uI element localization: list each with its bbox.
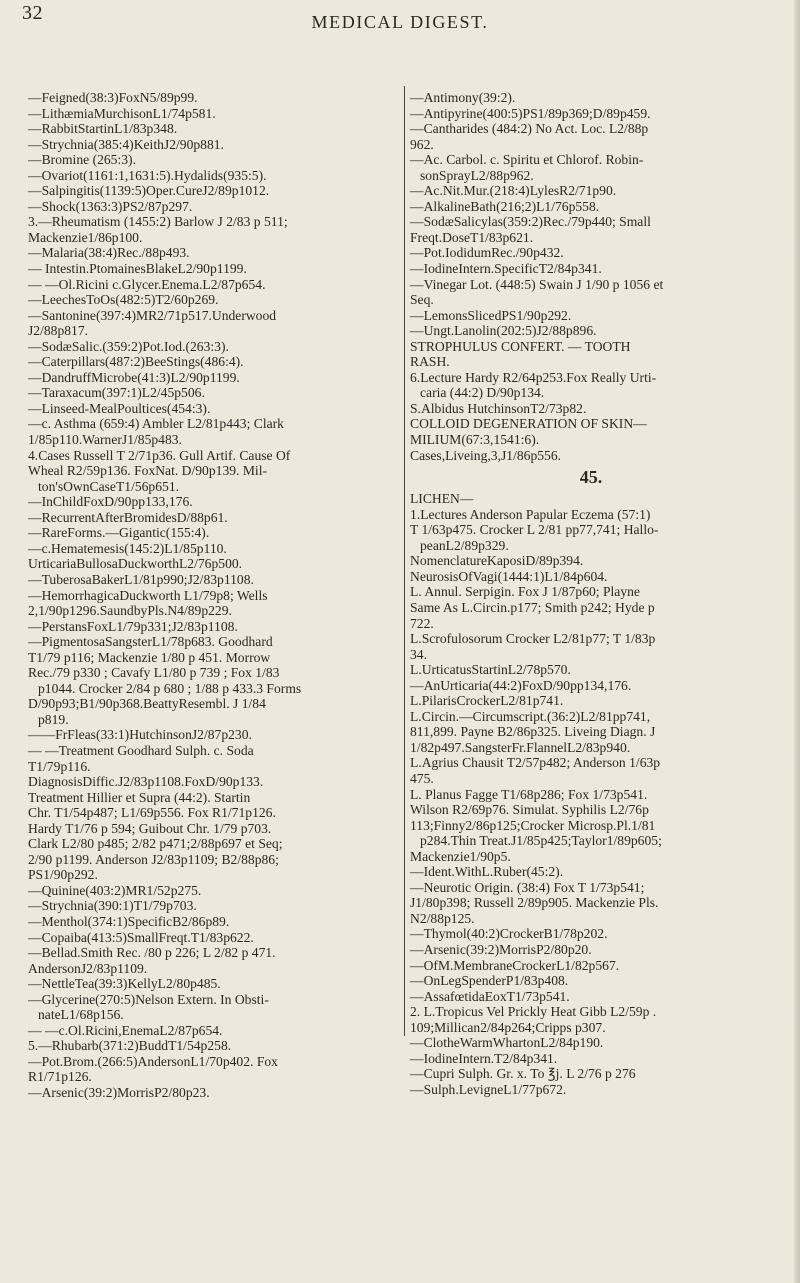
index-line: LICHEN—: [410, 491, 474, 507]
index-line: —LithæmiaMurchisonL1/74p581.: [28, 105, 216, 121]
index-line: —Ovariot(1161:1,1631:5).Hydalids(935:5).: [28, 167, 267, 183]
right-column: [410, 90, 772, 1097]
index-line: —Strychnia(385:4)KeithJ2/90p881.: [28, 136, 224, 152]
index-line: —PigmentosaSangsterL1/78p683. Goodhard: [28, 634, 273, 650]
section-number: 45.: [579, 467, 603, 488]
index-line: —Bellad.Smith Rec. /80 p 226; L 2/82 p 471.: [28, 945, 276, 961]
index-line: —Linseed-MealPoultices(454:3).: [28, 400, 211, 416]
index-line: —PerstansFoxL1/79p331;J2/83p1108.: [28, 618, 238, 634]
index-line: —Ac.Nit.Mur.(218:4)LylesR2/71p90.: [410, 183, 617, 199]
index-line: —Ident.WithL.Ruber(45:2).: [410, 864, 564, 880]
index-line: —Caterpillars(487:2)BeeStings(486:4).: [28, 354, 244, 370]
index-line: ——FrFleas(33:1)HutchinsonJ2/87p230.: [28, 727, 252, 743]
index-line: Wheal R2/59p136. FoxNat. D/90p139. Mil-: [28, 463, 268, 479]
right-column-top: [410, 90, 772, 463]
index-line: —HemorrhagicaDuckworth L1/79p8; Wells: [28, 587, 268, 603]
index-line: — —Treatment Goodhard Sulph. c. Soda: [28, 742, 254, 758]
index-line: —Feigned(38:3)FoxN5/89p99.: [28, 90, 198, 105]
index-line: —AssafœtidaEoxT1/73p541.: [410, 988, 570, 1004]
index-line: 109;Millican2/84p264;Cripps p307.: [410, 1019, 606, 1035]
index-line: 4.Cases Russell T 2/71p36. Gull Artif. Cause Of: [28, 447, 291, 463]
index-line: —Copaiba(413:5)SmallFreqt.T1/83p622.: [28, 929, 254, 945]
index-line: ton'sOwnCaseT1/56p651.: [38, 478, 180, 494]
index-line: —Cantharides (484:2) No Act. Loc. L2/88p: [410, 121, 649, 137]
index-line: —AlkalineBath(216;2)L1/76p558.: [410, 198, 600, 214]
index-line: L.Circin.—Circumscript.(36:2)L2/81pp741,: [410, 708, 651, 724]
left-column: [28, 90, 400, 1101]
index-line: J1/80p398; Russell 2/89p905. Mackenzie Pls.: [410, 895, 659, 911]
index-line: —Cupri Sulph. Gr. x. To ℥j. L 2/76 p 276: [410, 1066, 636, 1082]
right-column-bottom: [410, 491, 772, 1097]
index-line: 34.: [410, 646, 427, 662]
index-line: MILIUM(67:3,1541:6).: [410, 432, 540, 448]
index-line: —Bromine (265:3).: [28, 152, 136, 168]
page-number: 32: [22, 2, 43, 24]
index-line: —Santonine(397:4)MR2/71p517.Underwood: [28, 307, 277, 323]
index-line: 6.Lecture Hardy R2/64p253.Fox Really Urti-: [410, 369, 657, 385]
index-line: —OnLegSpenderP1/83p408.: [410, 973, 569, 989]
index-line: p1044. Crocker 2/84 p 680 ; 1/88 p 433.3 Forms: [38, 680, 302, 696]
index-line: L. Annul. Serpigin. Fox J 1/87p60; Playne: [410, 584, 640, 600]
index-line: —SodæSalicylas(359:2)Rec./79p440; Small: [410, 214, 651, 230]
index-line: caria (44:2) D/90p134.: [420, 385, 545, 401]
index-line: p819.: [38, 711, 69, 727]
index-line: S.Albidus HutchinsonT2/73p82.: [410, 400, 587, 416]
index-line: —Malaria(38:4)Rec./88p493.: [28, 245, 190, 261]
index-line: —OfM.MembraneCrockerL1/82p567.: [410, 957, 620, 973]
index-line: Rec./79 p330 ; Cavafy L1/80 p 739 ; Fox 1/83: [28, 665, 280, 681]
index-line: —LemonsSlicedPS1/90p292.: [410, 307, 572, 323]
index-line: —Salpingitis(1139:5)Oper.CureJ2/89p1012.: [28, 183, 270, 199]
index-line: L. Planus Fagge T1/68p286; Fox 1/73p541.: [410, 786, 648, 802]
index-line: J2/88p817.: [28, 323, 89, 339]
index-line: nateL1/68p156.: [38, 1007, 124, 1023]
index-line: PS1/90p292.: [28, 867, 98, 883]
index-line: —RabbitStartinL1/83p348.: [28, 121, 178, 137]
index-line: —Antimony(39:2).: [410, 90, 516, 105]
index-line: R1/71p126.: [28, 1069, 92, 1085]
index-line: UrticariaBullosaDuckworthL2/76p500.: [28, 556, 243, 572]
index-line: —TuberosaBakerL1/81p990;J2/83p1108.: [28, 571, 254, 587]
index-line: —c. Asthma (659:4) Ambler L2/81p443; Clark: [28, 416, 284, 432]
index-line: T 1/63p475. Crocker L 2/81 pp77,741; Hallo-: [410, 522, 659, 538]
index-line: —Quinine(403:2)MR1/52p275.: [28, 882, 202, 898]
index-line: 1.Lectures Anderson Papular Eczema (57:1): [410, 506, 651, 522]
index-line: Hardy T1/76 p 594; Guibout Chr. 1/79 p703.: [28, 820, 272, 836]
index-line: STROPHULUS CONFERT. — TOOTH: [410, 338, 631, 354]
index-line: sonSprayL2/88p962.: [420, 167, 534, 183]
index-line: L.PilarisCrockerL2/81p741.: [410, 693, 564, 709]
index-line: Mackenzie1/86p100.: [28, 229, 143, 245]
index-line: —AnUrticaria(44:2)FoxD/90pp134,176.: [410, 677, 632, 693]
index-line: —Glycerine(270:5)Nelson Extern. In Obsti-: [28, 991, 269, 1007]
index-line: RASH.: [410, 354, 450, 370]
index-line: NeurosisOfVagi(1444:1)L1/84p604.: [410, 568, 608, 584]
index-line: —c.Hematemesis(145:2)L1/85p110.: [28, 540, 227, 556]
index-line: peanL2/89p329.: [420, 537, 509, 553]
index-line: Same As L.Circin.p177; Smith p242; Hyde p: [410, 599, 655, 615]
index-line: —ClotheWarmWhartonL2/84p190.: [410, 1035, 604, 1051]
running-head: MEDICAL DIGEST.: [311, 12, 489, 32]
index-line: —Ungt.Lanolin(202:5)J2/88p896.: [410, 323, 597, 339]
index-line: —Strychnia(390:1)T1/79p703.: [28, 898, 197, 914]
index-line: Seq.: [410, 292, 434, 308]
index-line: Chr. T1/54p487; L1/69p556. Fox R1/71p126.: [28, 805, 276, 821]
index-line: —RecurrentAfterBromidesD/88p61.: [28, 509, 228, 525]
index-line: NomenclatureKaposiD/89p394.: [410, 553, 584, 569]
index-line: —Taraxacum(397:1)L2/45p506.: [28, 385, 205, 401]
index-line: Freqt.DoseT1/83p621.: [410, 229, 534, 245]
index-line: D/90p93;B1/90p368.BeattyResembl. J 1/84: [28, 696, 266, 712]
index-line: Mackenzie1/90p5.: [410, 848, 511, 864]
index-line: —IodineIntern.SpecificT2/84p341.: [410, 261, 602, 277]
index-line: COLLOID DEGENERATION OF SKIN—: [410, 416, 647, 432]
index-line: —Menthol(374:1)SpecificB2/86p89.: [28, 913, 230, 929]
index-line: L.Scrofulosorum Crocker L2/81p77; T 1/83p: [410, 631, 656, 647]
index-line: —IodineIntern.T2/84p341.: [410, 1050, 558, 1066]
index-line: L.UrticatusStartinL2/78p570.: [410, 662, 571, 678]
index-line: —Shock(1363:3)PS2/87p297.: [28, 198, 193, 214]
index-line: —Ac. Carbol. c. Spiritu et Chlorof. Robin-: [410, 152, 644, 168]
index-line: —Neurotic Origin. (38:4) Fox T 1/73p541;: [410, 879, 645, 895]
index-line: 1/82p497.SangsterFr.FlannelL2/83p940.: [410, 739, 631, 755]
index-line: —Arsenic(39:2)MorrisP2/80p23.: [28, 1085, 210, 1100]
index-line: —Antipyrine(400:5)PS1/89p369;D/89p459.: [410, 105, 651, 121]
index-line: — Intestin.PtomainesBlakeL2/90p1199.: [28, 261, 247, 277]
index-line: —Arsenic(39:2)MorrisP2/80p20.: [410, 941, 592, 957]
index-line: 722.: [410, 615, 434, 631]
index-line: 811,899. Payne B2/86p325. Liveing Diagn. J: [410, 724, 656, 740]
index-line: —Vinegar Lot. (448:5) Swain J 1/90 p 1056 et: [410, 276, 664, 292]
index-line: — —Ol.Ricini c.Glycer.Enema.L2/87p654.: [28, 276, 266, 292]
index-line: Cases,Liveing,3,J1/86p556.: [410, 447, 562, 463]
index-line: 5.—Rhubarb(371:2)BuddT1/54p258.: [28, 1038, 232, 1054]
index-line: 113;Finny2/86p125;Crocker Microsp.Pl.1/81: [410, 817, 656, 833]
index-line: 1/85p110.WarnerJ1/85p483.: [28, 432, 182, 448]
index-line: —SodæSalic.(359:2)Pot.Iod.(263:3).: [28, 338, 229, 354]
index-line: —Pot.Brom.(266:5)AndersonL1/70p402. Fox: [28, 1053, 278, 1069]
index-line: T1/79p116.: [28, 758, 91, 774]
index-line: —Thymol(40:2)CrockerB1/78p202.: [410, 926, 608, 942]
index-line: DiagnosisDiffic.J2/83p1108.FoxD/90p133.: [28, 774, 264, 790]
index-line: —Pot.IodidumRec./90p432.: [410, 245, 564, 261]
index-line: 2,1/90p1296.SaundbyPls.N4/89p229.: [28, 603, 232, 619]
index-line: 2. L.Tropicus Vel Prickly Heat Gibb L2/59p .: [410, 1004, 657, 1020]
index-line: AndersonJ2/83p1109.: [28, 960, 148, 976]
index-line: —InChildFoxD/90pp133,176.: [28, 494, 193, 510]
index-line: Wilson R2/69p76. Simulat. Syphilis L2/76p: [410, 802, 649, 818]
index-line: —NettleTea(39:3)KellyL2/80p485.: [28, 976, 221, 992]
index-line: 2/90 p1199. Anderson J2/83p1109; B2/88p86;: [28, 851, 279, 867]
index-line: 962.: [410, 136, 434, 152]
index-line: 3.—Rheumatism (1455:2) Barlow J 2/83 p 511;: [28, 214, 288, 230]
index-line: —Sulph.LevigneL1/77p672.: [410, 1081, 567, 1097]
index-line: N2/88p125.: [410, 910, 475, 926]
index-line: L.Agrius Chausit T2/57p482; Anderson 1/63p: [410, 755, 661, 771]
index-line: 475.: [410, 770, 434, 786]
index-line: —RareForms.—Gigantic(155:4).: [28, 525, 210, 541]
index-line: p284.Thin Treat.J1/85p425;Taylor1/89p605;: [420, 833, 662, 849]
column-divider: [404, 86, 405, 1036]
page-edge: [794, 0, 800, 1283]
index-line: —DandruffMicrobe(41:3)L2/90p1199.: [28, 369, 240, 385]
index-line: Treatment Hillier et Supra (44:2). Startin: [28, 789, 251, 805]
index-line: —LeechesToOs(482:5)T2/60p269.: [28, 292, 219, 308]
index-line: T1/79 p116; Mackenzie 1/80 p 451. Morrow: [28, 649, 271, 665]
index-line: — —c.Ol.Ricini,EnemaL2/87p654.: [28, 1022, 223, 1038]
index-line: Clark L2/80 p485; 2/82 p471;2/88p697 et Seq;: [28, 836, 283, 852]
